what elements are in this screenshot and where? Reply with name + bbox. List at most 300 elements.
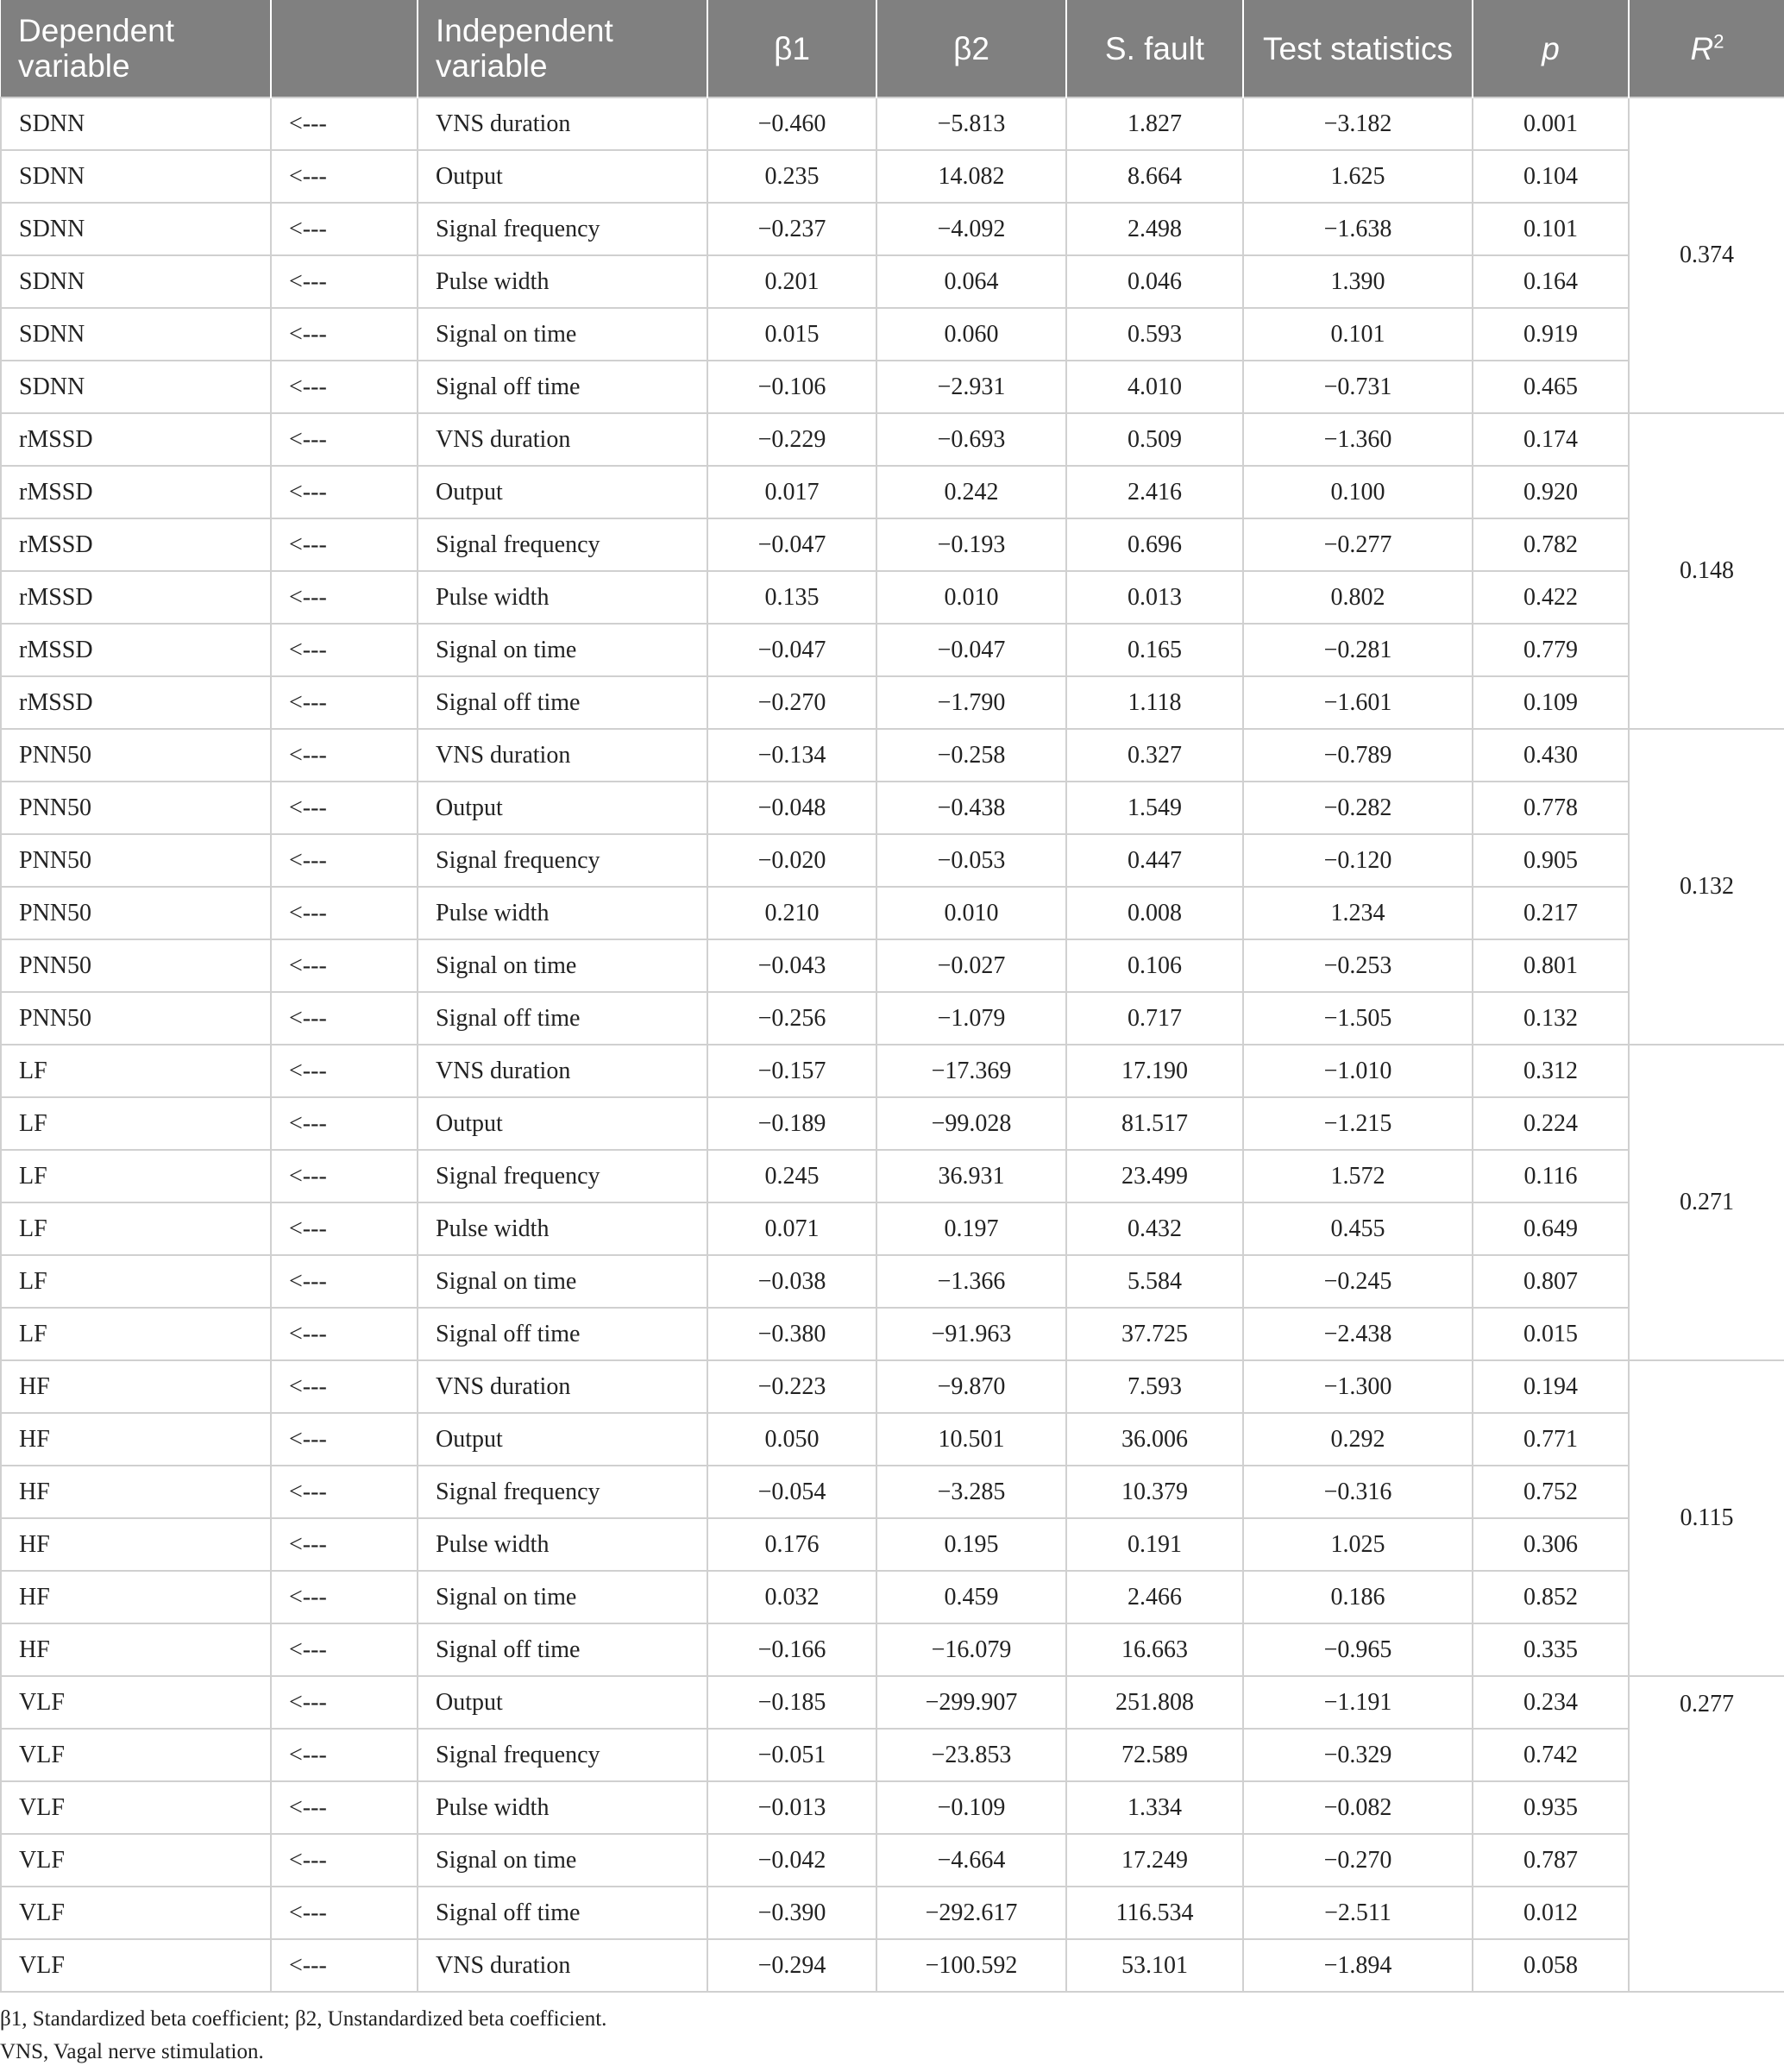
arrow-cell: <--- (271, 518, 418, 571)
table-row (1, 1150, 1784, 1202)
beta2-cell: −292.617 (876, 1887, 1066, 1939)
beta2-cell: −4.092 (876, 203, 1066, 255)
r-squared-cell: 0.277 (1629, 1676, 1784, 1992)
p-value-cell: 0.801 (1473, 939, 1629, 992)
header-r2-superscript: 2 (1713, 30, 1724, 53)
independent-variable-cell: Signal off time (418, 1887, 707, 1939)
table-row (1, 97, 1784, 150)
independent-variable-cell: Pulse width (418, 1518, 707, 1571)
table-row (1, 255, 1784, 308)
test-statistics-cell: 0.100 (1243, 466, 1473, 518)
table-row (1, 1729, 1784, 1781)
test-statistics-cell: −0.120 (1243, 834, 1473, 887)
independent-variable-cell: Signal frequency (418, 1150, 707, 1202)
s-fault-cell: 251.808 (1066, 1676, 1243, 1729)
test-statistics-cell: −1.505 (1243, 992, 1473, 1045)
table-row (1, 624, 1784, 676)
independent-variable-cell: Signal off time (418, 1623, 707, 1676)
s-fault-cell: 0.696 (1066, 518, 1243, 571)
arrow-cell: <--- (271, 413, 418, 466)
test-statistics-cell: −1.300 (1243, 1360, 1473, 1413)
p-value-cell: 0.001 (1473, 97, 1629, 150)
beta2-cell: 0.195 (876, 1518, 1066, 1571)
test-statistics-cell: −0.281 (1243, 624, 1473, 676)
beta1-cell: −0.134 (707, 729, 876, 782)
s-fault-cell: 2.466 (1066, 1571, 1243, 1623)
test-statistics-cell: −1.601 (1243, 676, 1473, 729)
table-row (1, 1360, 1784, 1413)
beta1-cell: −0.223 (707, 1360, 876, 1413)
independent-variable-cell: Signal frequency (418, 1729, 707, 1781)
arrow-cell: <--- (271, 729, 418, 782)
arrow-cell: <--- (271, 676, 418, 729)
dependent-variable-cell: LF (1, 1097, 271, 1150)
table-footnotes (0, 2003, 606, 2069)
arrow-cell: <--- (271, 150, 418, 203)
test-statistics-cell: −0.329 (1243, 1729, 1473, 1781)
test-statistics-cell: −1.638 (1243, 203, 1473, 255)
arrow-cell: <--- (271, 1150, 418, 1202)
arrow-cell: <--- (271, 97, 418, 150)
arrow-cell: <--- (271, 1413, 418, 1466)
beta1-cell: 0.032 (707, 1571, 876, 1623)
arrow-cell: <--- (271, 624, 418, 676)
table-row (1, 1571, 1784, 1623)
table-row (1, 729, 1784, 782)
independent-variable-cell: VNS duration (418, 413, 707, 466)
s-fault-cell: 0.447 (1066, 834, 1243, 887)
dependent-variable-cell: VLF (1, 1781, 271, 1834)
header-arrow (271, 0, 418, 97)
beta2-cell: −0.193 (876, 518, 1066, 571)
s-fault-cell: 1.549 (1066, 782, 1243, 834)
beta2-cell: −5.813 (876, 97, 1066, 150)
p-value-cell: 0.771 (1473, 1413, 1629, 1466)
beta1-cell: 0.176 (707, 1518, 876, 1571)
independent-variable-cell: Pulse width (418, 887, 707, 939)
independent-variable-cell: Output (418, 466, 707, 518)
p-value-cell: 0.752 (1473, 1466, 1629, 1518)
p-value-cell: 0.782 (1473, 518, 1629, 571)
beta2-cell: 0.242 (876, 466, 1066, 518)
arrow-cell: <--- (271, 1518, 418, 1571)
table-row (1, 1623, 1784, 1676)
beta1-cell: −0.460 (707, 97, 876, 150)
beta1-cell: −0.185 (707, 1676, 876, 1729)
arrow-cell: <--- (271, 466, 418, 518)
test-statistics-cell: −1.010 (1243, 1045, 1473, 1097)
independent-variable-cell: Signal on time (418, 624, 707, 676)
beta1-cell: −0.380 (707, 1308, 876, 1360)
beta1-cell: −0.237 (707, 203, 876, 255)
dependent-variable-cell: PNN50 (1, 782, 271, 834)
arrow-cell: <--- (271, 1623, 418, 1676)
table-row (1, 308, 1784, 361)
beta1-cell: −0.047 (707, 518, 876, 571)
test-statistics-cell: −0.245 (1243, 1255, 1473, 1308)
table-row (1, 887, 1784, 939)
dependent-variable-cell: LF (1, 1308, 271, 1360)
arrow-cell: <--- (271, 1781, 418, 1834)
beta2-cell: −100.592 (876, 1939, 1066, 1992)
test-statistics-cell: −2.511 (1243, 1887, 1473, 1939)
beta1-cell: 0.135 (707, 571, 876, 624)
dependent-variable-cell: HF (1, 1571, 271, 1623)
header-s-fault: S. fault (1066, 0, 1243, 97)
independent-variable-cell: Signal off time (418, 676, 707, 729)
table-row (1, 939, 1784, 992)
dependent-variable-cell: LF (1, 1045, 271, 1097)
beta2-cell: 0.197 (876, 1202, 1066, 1255)
table-row (1, 203, 1784, 255)
p-value-cell: 0.174 (1473, 413, 1629, 466)
s-fault-cell: 1.118 (1066, 676, 1243, 729)
dependent-variable-cell: rMSSD (1, 624, 271, 676)
beta2-cell: −0.027 (876, 939, 1066, 992)
table-row (1, 466, 1784, 518)
p-value-cell: 0.919 (1473, 308, 1629, 361)
header-beta1: β1 (707, 0, 876, 97)
beta2-cell: −0.258 (876, 729, 1066, 782)
table-row (1, 518, 1784, 571)
dependent-variable-cell: rMSSD (1, 518, 271, 571)
arrow-cell: <--- (271, 1466, 418, 1518)
dependent-variable-cell: SDNN (1, 150, 271, 203)
s-fault-cell: 10.379 (1066, 1466, 1243, 1518)
independent-variable-cell: Signal on time (418, 1834, 707, 1887)
s-fault-cell: 0.593 (1066, 308, 1243, 361)
table-row (1, 1939, 1784, 1992)
header-p-label: p (1542, 30, 1560, 66)
table-row (1, 1308, 1784, 1360)
independent-variable-cell: Signal on time (418, 1571, 707, 1623)
header-test-statistics: Test statistics (1243, 0, 1473, 97)
s-fault-cell: 0.327 (1066, 729, 1243, 782)
test-statistics-cell: 1.625 (1243, 150, 1473, 203)
test-statistics-cell: 1.572 (1243, 1150, 1473, 1202)
table-row (1, 413, 1784, 466)
p-value-cell: 0.058 (1473, 1939, 1629, 1992)
dependent-variable-cell: PNN50 (1, 729, 271, 782)
independent-variable-cell: Signal frequency (418, 518, 707, 571)
independent-variable-cell: Output (418, 150, 707, 203)
beta2-cell: −0.693 (876, 413, 1066, 466)
beta1-cell: −0.256 (707, 992, 876, 1045)
header-beta2: β2 (876, 0, 1066, 97)
beta1-cell: 0.050 (707, 1413, 876, 1466)
dependent-variable-cell: HF (1, 1360, 271, 1413)
independent-variable-cell: Output (418, 782, 707, 834)
arrow-cell: <--- (271, 1729, 418, 1781)
p-value-cell: 0.778 (1473, 782, 1629, 834)
beta1-cell: −0.166 (707, 1623, 876, 1676)
arrow-cell: <--- (271, 992, 418, 1045)
beta2-cell: −4.664 (876, 1834, 1066, 1887)
beta1-cell: −0.189 (707, 1097, 876, 1150)
beta1-cell: −0.051 (707, 1729, 876, 1781)
s-fault-cell: 0.509 (1066, 413, 1243, 466)
beta1-cell: −0.229 (707, 413, 876, 466)
beta2-cell: 0.064 (876, 255, 1066, 308)
beta2-cell: −1.790 (876, 676, 1066, 729)
table-row (1, 1834, 1784, 1887)
beta1-cell: −0.106 (707, 361, 876, 413)
beta2-cell: −299.907 (876, 1676, 1066, 1729)
footnote-beta: β1, Standardized beta coefficient; β2, Unstandardized beta coefficient. (0, 2007, 607, 2031)
dependent-variable-cell: PNN50 (1, 834, 271, 887)
beta2-cell: −0.047 (876, 624, 1066, 676)
s-fault-cell: 23.499 (1066, 1150, 1243, 1202)
p-value-cell: 0.104 (1473, 150, 1629, 203)
r-squared-cell: 0.374 (1629, 97, 1784, 413)
test-statistics-cell: 0.101 (1243, 308, 1473, 361)
table-row (1, 1045, 1784, 1097)
s-fault-cell: 81.517 (1066, 1097, 1243, 1150)
s-fault-cell: 2.498 (1066, 203, 1243, 255)
test-statistics-cell: −0.277 (1243, 518, 1473, 571)
independent-variable-cell: Signal off time (418, 992, 707, 1045)
p-value-cell: 0.194 (1473, 1360, 1629, 1413)
table-row (1, 1097, 1784, 1150)
test-statistics-cell: 1.390 (1243, 255, 1473, 308)
beta1-cell: −0.054 (707, 1466, 876, 1518)
s-fault-cell: 0.717 (1066, 992, 1243, 1045)
arrow-cell: <--- (271, 308, 418, 361)
beta2-cell: −1.366 (876, 1255, 1066, 1308)
dependent-variable-cell: VLF (1, 1834, 271, 1887)
p-value-cell: 0.920 (1473, 466, 1629, 518)
r-squared-cell: 0.148 (1629, 413, 1784, 729)
table-row (1, 1466, 1784, 1518)
dependent-variable-cell: SDNN (1, 255, 271, 308)
p-value-cell: 0.852 (1473, 1571, 1629, 1623)
p-value-cell: 0.905 (1473, 834, 1629, 887)
independent-variable-cell: Signal off time (418, 361, 707, 413)
arrow-cell: <--- (271, 361, 418, 413)
test-statistics-cell: −1.215 (1243, 1097, 1473, 1150)
table-row (1, 676, 1784, 729)
beta2-cell: −1.079 (876, 992, 1066, 1045)
header-p (1473, 0, 1629, 97)
independent-variable-cell: VNS duration (418, 97, 707, 150)
beta1-cell: −0.390 (707, 1887, 876, 1939)
p-value-cell: 0.015 (1473, 1308, 1629, 1360)
arrow-cell: <--- (271, 834, 418, 887)
p-value-cell: 0.779 (1473, 624, 1629, 676)
beta2-cell: 0.060 (876, 308, 1066, 361)
s-fault-cell: 7.593 (1066, 1360, 1243, 1413)
table-row (1, 834, 1784, 887)
test-statistics-cell: −3.182 (1243, 97, 1473, 150)
arrow-cell: <--- (271, 1202, 418, 1255)
dependent-variable-cell: HF (1, 1518, 271, 1571)
table-row (1, 1518, 1784, 1571)
table-row (1, 992, 1784, 1045)
test-statistics-cell: −1.894 (1243, 1939, 1473, 1992)
test-statistics-cell: −0.253 (1243, 939, 1473, 992)
test-statistics-cell: −0.731 (1243, 361, 1473, 413)
beta2-cell: −99.028 (876, 1097, 1066, 1150)
table-row (1, 150, 1784, 203)
p-value-cell: 0.742 (1473, 1729, 1629, 1781)
dependent-variable-cell: HF (1, 1413, 271, 1466)
independent-variable-cell: Signal on time (418, 308, 707, 361)
beta2-cell: −0.438 (876, 782, 1066, 834)
p-value-cell: 0.132 (1473, 992, 1629, 1045)
beta2-cell: 0.010 (876, 887, 1066, 939)
s-fault-cell: 0.191 (1066, 1518, 1243, 1571)
p-value-cell: 0.465 (1473, 361, 1629, 413)
s-fault-cell: 53.101 (1066, 1939, 1243, 1992)
independent-variable-cell: VNS duration (418, 729, 707, 782)
table-row (1, 571, 1784, 624)
dependent-variable-cell: LF (1, 1150, 271, 1202)
table-row (1, 1413, 1784, 1466)
beta1-cell: 0.017 (707, 466, 876, 518)
s-fault-cell: 17.190 (1066, 1045, 1243, 1097)
independent-variable-cell: Signal on time (418, 1255, 707, 1308)
s-fault-cell: 16.663 (1066, 1623, 1243, 1676)
arrow-cell: <--- (271, 1097, 418, 1150)
s-fault-cell: 4.010 (1066, 361, 1243, 413)
test-statistics-cell: −1.191 (1243, 1676, 1473, 1729)
p-value-cell: 0.116 (1473, 1150, 1629, 1202)
p-value-cell: 0.012 (1473, 1887, 1629, 1939)
dependent-variable-cell: HF (1, 1623, 271, 1676)
dependent-variable-cell: SDNN (1, 361, 271, 413)
beta2-cell: 10.501 (876, 1413, 1066, 1466)
s-fault-cell: 116.534 (1066, 1887, 1243, 1939)
table-row (1, 1676, 1784, 1729)
s-fault-cell: 1.827 (1066, 97, 1243, 150)
arrow-cell: <--- (271, 255, 418, 308)
beta1-cell: −0.038 (707, 1255, 876, 1308)
p-value-cell: 0.101 (1473, 203, 1629, 255)
r-squared-cell: 0.115 (1629, 1360, 1784, 1676)
s-fault-cell: 37.725 (1066, 1308, 1243, 1360)
s-fault-cell: 2.416 (1066, 466, 1243, 518)
arrow-cell: <--- (271, 1676, 418, 1729)
s-fault-cell: 0.432 (1066, 1202, 1243, 1255)
p-value-cell: 0.224 (1473, 1097, 1629, 1150)
beta1-cell: −0.294 (707, 1939, 876, 1992)
s-fault-cell: 0.008 (1066, 887, 1243, 939)
beta1-cell: −0.270 (707, 676, 876, 729)
test-statistics-cell: −1.360 (1243, 413, 1473, 466)
independent-variable-cell: VNS duration (418, 1045, 707, 1097)
beta2-cell: −91.963 (876, 1308, 1066, 1360)
table-row (1, 361, 1784, 413)
test-statistics-cell: −0.965 (1243, 1623, 1473, 1676)
s-fault-cell: 0.106 (1066, 939, 1243, 992)
test-statistics-cell: −0.270 (1243, 1834, 1473, 1887)
beta2-cell: −9.870 (876, 1360, 1066, 1413)
beta2-cell: −0.053 (876, 834, 1066, 887)
beta1-cell: 0.201 (707, 255, 876, 308)
dependent-variable-cell: VLF (1, 1676, 271, 1729)
independent-variable-cell: Signal frequency (418, 203, 707, 255)
beta2-cell: −16.079 (876, 1623, 1066, 1676)
dependent-variable-cell: SDNN (1, 308, 271, 361)
s-fault-cell: 1.334 (1066, 1781, 1243, 1834)
s-fault-cell: 36.006 (1066, 1413, 1243, 1466)
s-fault-cell: 0.013 (1066, 571, 1243, 624)
s-fault-cell: 8.664 (1066, 150, 1243, 203)
beta2-cell: −3.285 (876, 1466, 1066, 1518)
s-fault-cell: 72.589 (1066, 1729, 1243, 1781)
independent-variable-cell: Output (418, 1676, 707, 1729)
header-r2-label: R (1690, 30, 1714, 66)
beta2-cell: −23.853 (876, 1729, 1066, 1781)
beta1-cell: −0.157 (707, 1045, 876, 1097)
p-value-cell: 0.217 (1473, 887, 1629, 939)
dependent-variable-cell: PNN50 (1, 887, 271, 939)
beta2-cell: 14.082 (876, 150, 1066, 203)
p-value-cell: 0.109 (1473, 676, 1629, 729)
beta1-cell: 0.015 (707, 308, 876, 361)
test-statistics-cell: 0.455 (1243, 1202, 1473, 1255)
s-fault-cell: 0.046 (1066, 255, 1243, 308)
beta2-cell: −0.109 (876, 1781, 1066, 1834)
s-fault-cell: 5.584 (1066, 1255, 1243, 1308)
beta2-cell: 0.459 (876, 1571, 1066, 1623)
independent-variable-cell: Signal frequency (418, 834, 707, 887)
beta2-cell: −17.369 (876, 1045, 1066, 1097)
beta1-cell: 0.235 (707, 150, 876, 203)
independent-variable-cell: Pulse width (418, 255, 707, 308)
header-row (1, 0, 1784, 97)
p-value-cell: 0.787 (1473, 1834, 1629, 1887)
arrow-cell: <--- (271, 203, 418, 255)
beta2-cell: 36.931 (876, 1150, 1066, 1202)
independent-variable-cell: Output (418, 1097, 707, 1150)
dependent-variable-cell: VLF (1, 1939, 271, 1992)
header-independent-variable: Independent variable (418, 0, 707, 97)
independent-variable-cell: Pulse width (418, 1781, 707, 1834)
dependent-variable-cell: PNN50 (1, 992, 271, 1045)
header-dependent-variable: Dependent variable (1, 0, 271, 97)
table-row (1, 1887, 1784, 1939)
beta1-cell: −0.048 (707, 782, 876, 834)
p-value-cell: 0.164 (1473, 255, 1629, 308)
independent-variable-cell: Signal off time (418, 1308, 707, 1360)
beta1-cell: 0.245 (707, 1150, 876, 1202)
p-value-cell: 0.306 (1473, 1518, 1629, 1571)
beta1-cell: −0.042 (707, 1834, 876, 1887)
dependent-variable-cell: VLF (1, 1887, 271, 1939)
table-row (1, 1781, 1784, 1834)
p-value-cell: 0.422 (1473, 571, 1629, 624)
dependent-variable-cell: PNN50 (1, 939, 271, 992)
r-squared-cell: 0.271 (1629, 1045, 1784, 1360)
independent-variable-cell: Output (418, 1413, 707, 1466)
arrow-cell: <--- (271, 1255, 418, 1308)
test-statistics-cell: −0.789 (1243, 729, 1473, 782)
arrow-cell: <--- (271, 1571, 418, 1623)
arrow-cell: <--- (271, 1360, 418, 1413)
dependent-variable-cell: rMSSD (1, 466, 271, 518)
beta1-cell: −0.020 (707, 834, 876, 887)
independent-variable-cell: VNS duration (418, 1939, 707, 1992)
independent-variable-cell: Pulse width (418, 1202, 707, 1255)
independent-variable-cell: Pulse width (418, 571, 707, 624)
dependent-variable-cell: LF (1, 1202, 271, 1255)
arrow-cell: <--- (271, 1308, 418, 1360)
arrow-cell: <--- (271, 1887, 418, 1939)
beta1-cell: 0.071 (707, 1202, 876, 1255)
dependent-variable-cell: rMSSD (1, 571, 271, 624)
beta1-cell: −0.013 (707, 1781, 876, 1834)
